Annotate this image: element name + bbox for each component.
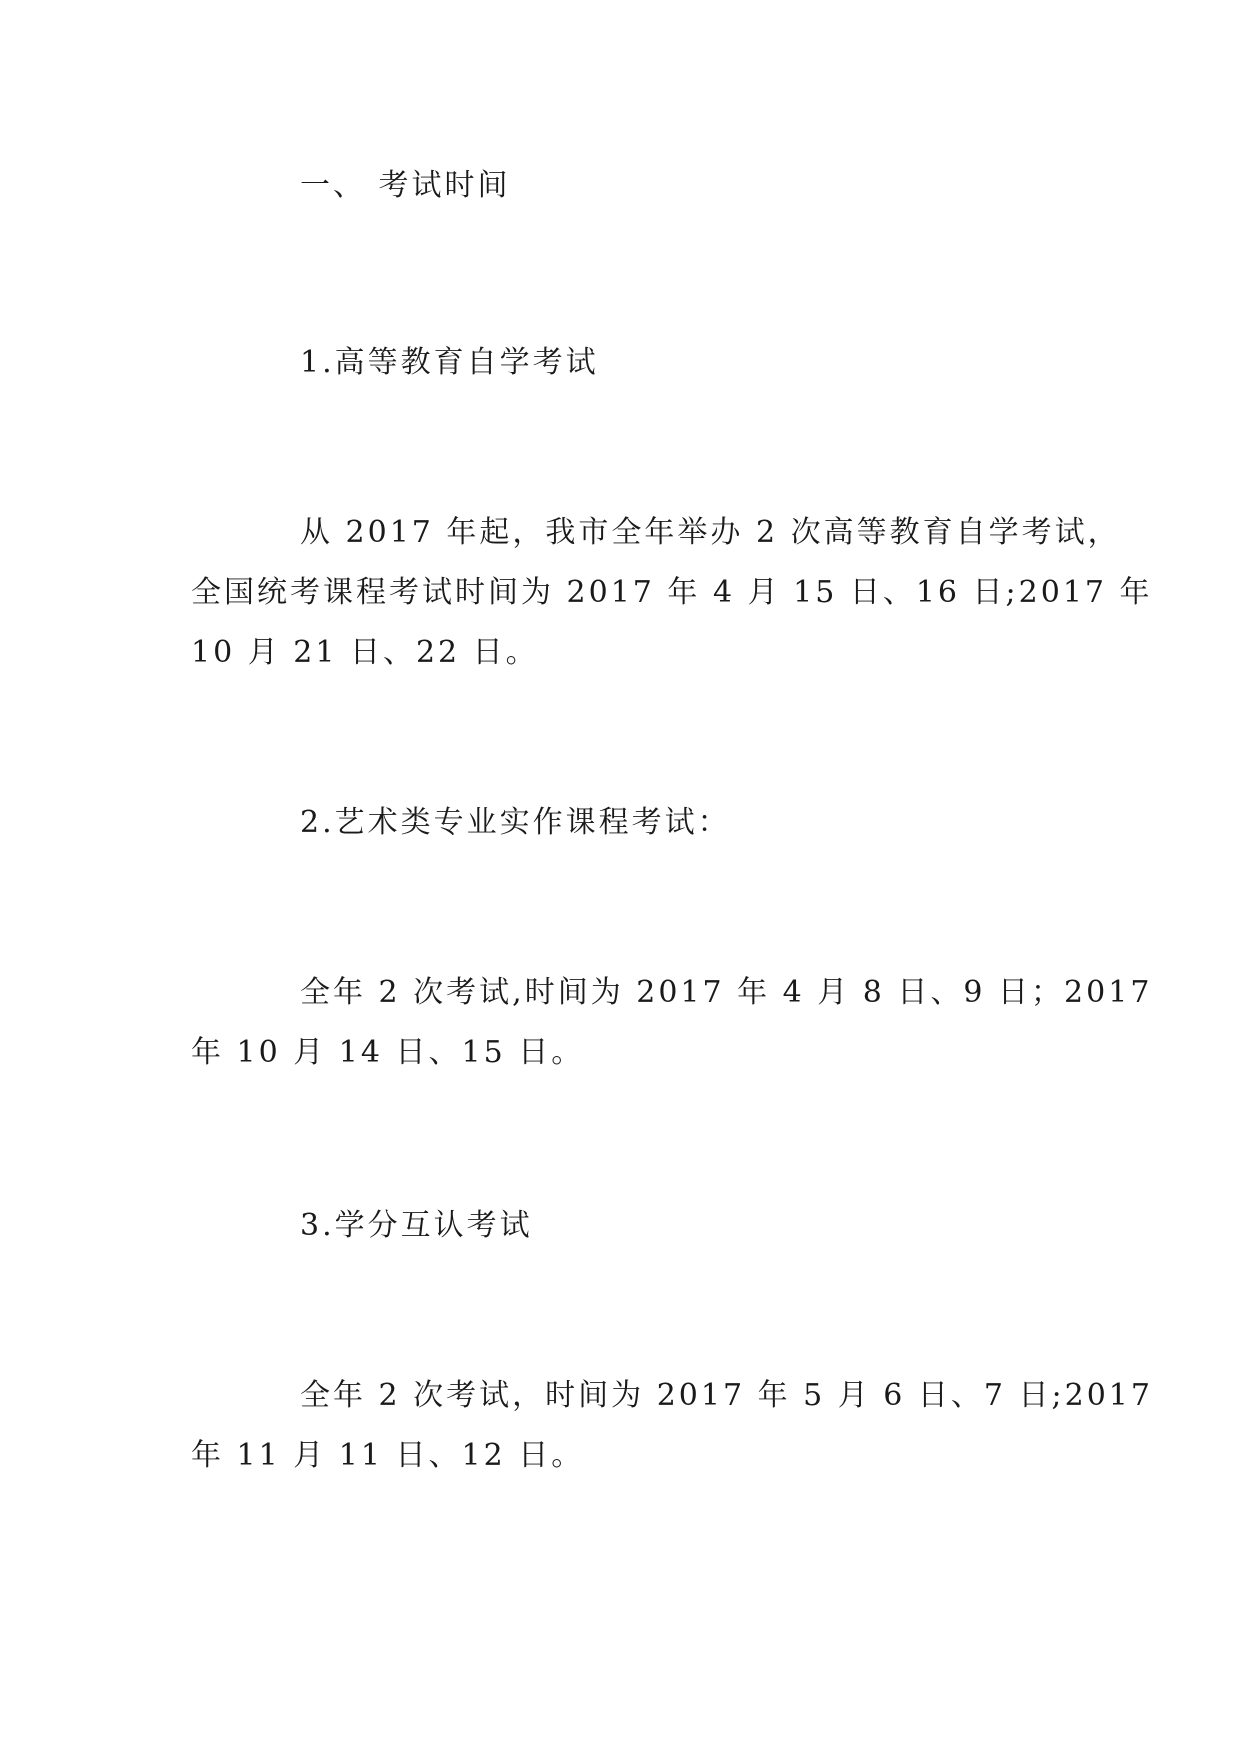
paragraph-line: 年 10 月 14 日、15 日。 (191, 1035, 585, 1070)
subsection-heading-self-study-exam: 1.高等教育自学考试 (300, 345, 599, 380)
paragraph-line: 从 2017 年起，我市全年举办 2 次高等教育自学考试， (300, 515, 1121, 550)
section-heading: 一、 考试时间 (300, 168, 511, 203)
paragraph-line: 年 11 月 11 日、12 日。 (191, 1438, 585, 1473)
paragraph-line: 10 月 21 日、22 日。 (191, 635, 539, 670)
paragraph-line: 全国统考课程考试时间为 2017 年 4 月 15 日、16 日;2017 年 (191, 575, 1153, 610)
paragraph-line: 全年 2 次考试,时间为 2017 年 4 月 8 日、9 日；2017 (300, 975, 1153, 1010)
paragraph-line: 全年 2 次考试，时间为 2017 年 5 月 6 日、7 日;2017 (300, 1378, 1153, 1413)
subsection-heading-credit-recognition-exam: 3.学分互认考试 (300, 1208, 533, 1243)
subsection-heading-art-practical-exam: 2.艺术类专业实作课程考试： (300, 805, 731, 840)
